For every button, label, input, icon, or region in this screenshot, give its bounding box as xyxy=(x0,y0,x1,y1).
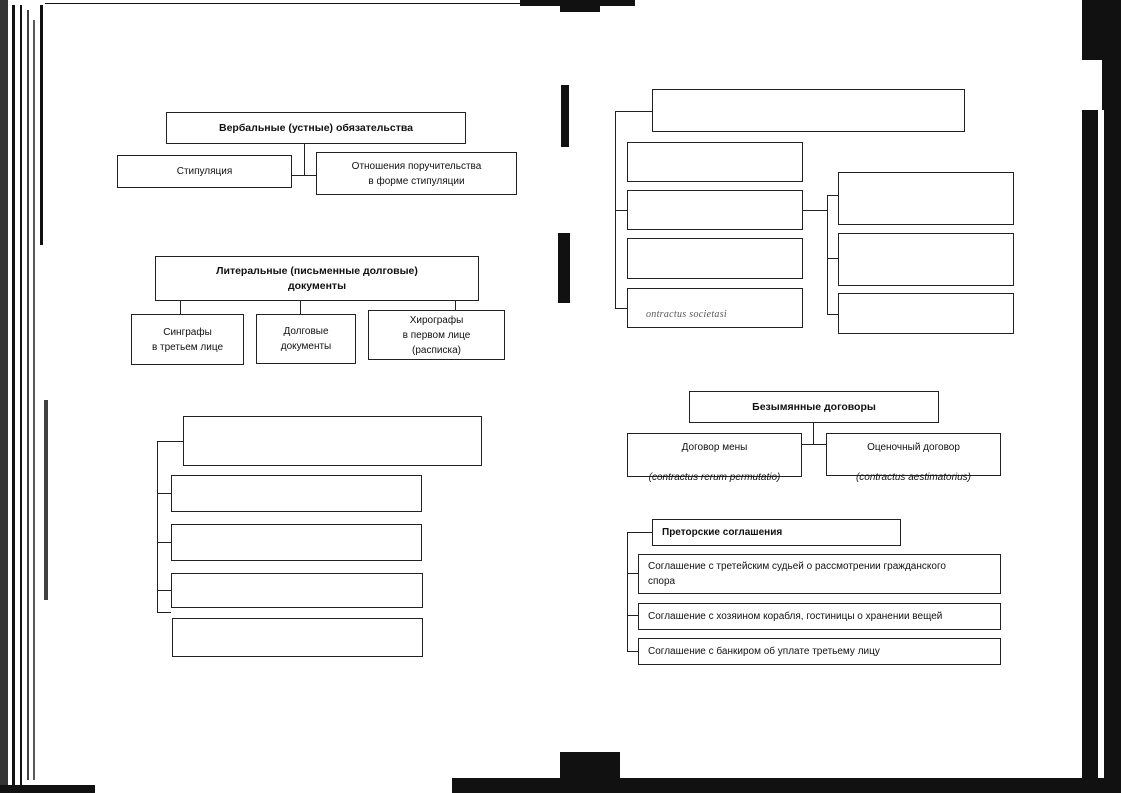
exchange-box xyxy=(627,433,802,483)
praetorian-title: Преторские соглашения xyxy=(662,527,783,538)
syngraphs-box xyxy=(131,314,244,365)
literal-title: Литеральные (письменные долговые) документы xyxy=(216,264,418,292)
consensual-item-box xyxy=(627,238,803,279)
debt-docs-box xyxy=(256,314,356,364)
nameless-title-box xyxy=(689,391,939,423)
blank-title-box xyxy=(183,416,482,466)
estimatory-latin: (contractus aestimatorius) xyxy=(855,471,972,483)
estimatory-label: Оценочный договор xyxy=(867,441,960,453)
chirographs-box xyxy=(368,310,505,360)
exchange-label: Договор мены xyxy=(681,442,748,453)
verbal-title: Вербальные (устные) обязательства xyxy=(218,121,414,134)
praetorian-item-box xyxy=(638,554,1001,594)
subtype-box xyxy=(838,172,1014,225)
blank-item-box xyxy=(171,475,422,512)
consensual-title-box xyxy=(652,89,965,132)
stipulation-label: Стипуляция xyxy=(176,166,233,177)
faded-latin-text: ontractus societasi xyxy=(646,309,727,320)
blank-item-box xyxy=(171,573,423,608)
estimatory-box xyxy=(826,433,1001,483)
debt-docs-label: Долговые документы xyxy=(280,326,332,352)
consensual-item-box xyxy=(627,142,803,182)
praetorian-item-box xyxy=(638,603,1001,630)
praetorian-item-label: Соглашение с хозяином корабля, гостиницы о хранении вещей xyxy=(648,611,943,622)
stipulation-box xyxy=(117,155,292,188)
praetorian-item-label: Соглашение с третейским судьей о рассмотрении гражданского спора xyxy=(648,561,946,587)
subtype-box xyxy=(838,233,1014,286)
surety-label: Отношения поручительства в форме стипуляции xyxy=(351,160,482,187)
consensual-item-box xyxy=(627,190,803,230)
praetorian-item-label: Соглашение с банкиром об уплате третьему лицу xyxy=(648,646,880,657)
blank-item-box xyxy=(171,524,422,561)
consensual-item-box xyxy=(627,288,803,328)
literal-title-box xyxy=(155,256,479,301)
blank-item-box xyxy=(172,618,423,657)
subtype-box xyxy=(838,293,1014,334)
exchange-latin: (contractus rerum permutatio) xyxy=(648,472,781,483)
praetorian-item-box xyxy=(638,638,1001,665)
surety-box xyxy=(316,152,517,195)
verbal-title-box xyxy=(166,112,466,144)
nameless-title: Безымянные договоры xyxy=(752,400,876,413)
syngraphs-label: Синграфы в третьем лице xyxy=(151,326,224,353)
chirographs-label: Хирографы в первом лице (расписка) xyxy=(402,314,471,356)
praetorian-title-box xyxy=(652,519,901,546)
